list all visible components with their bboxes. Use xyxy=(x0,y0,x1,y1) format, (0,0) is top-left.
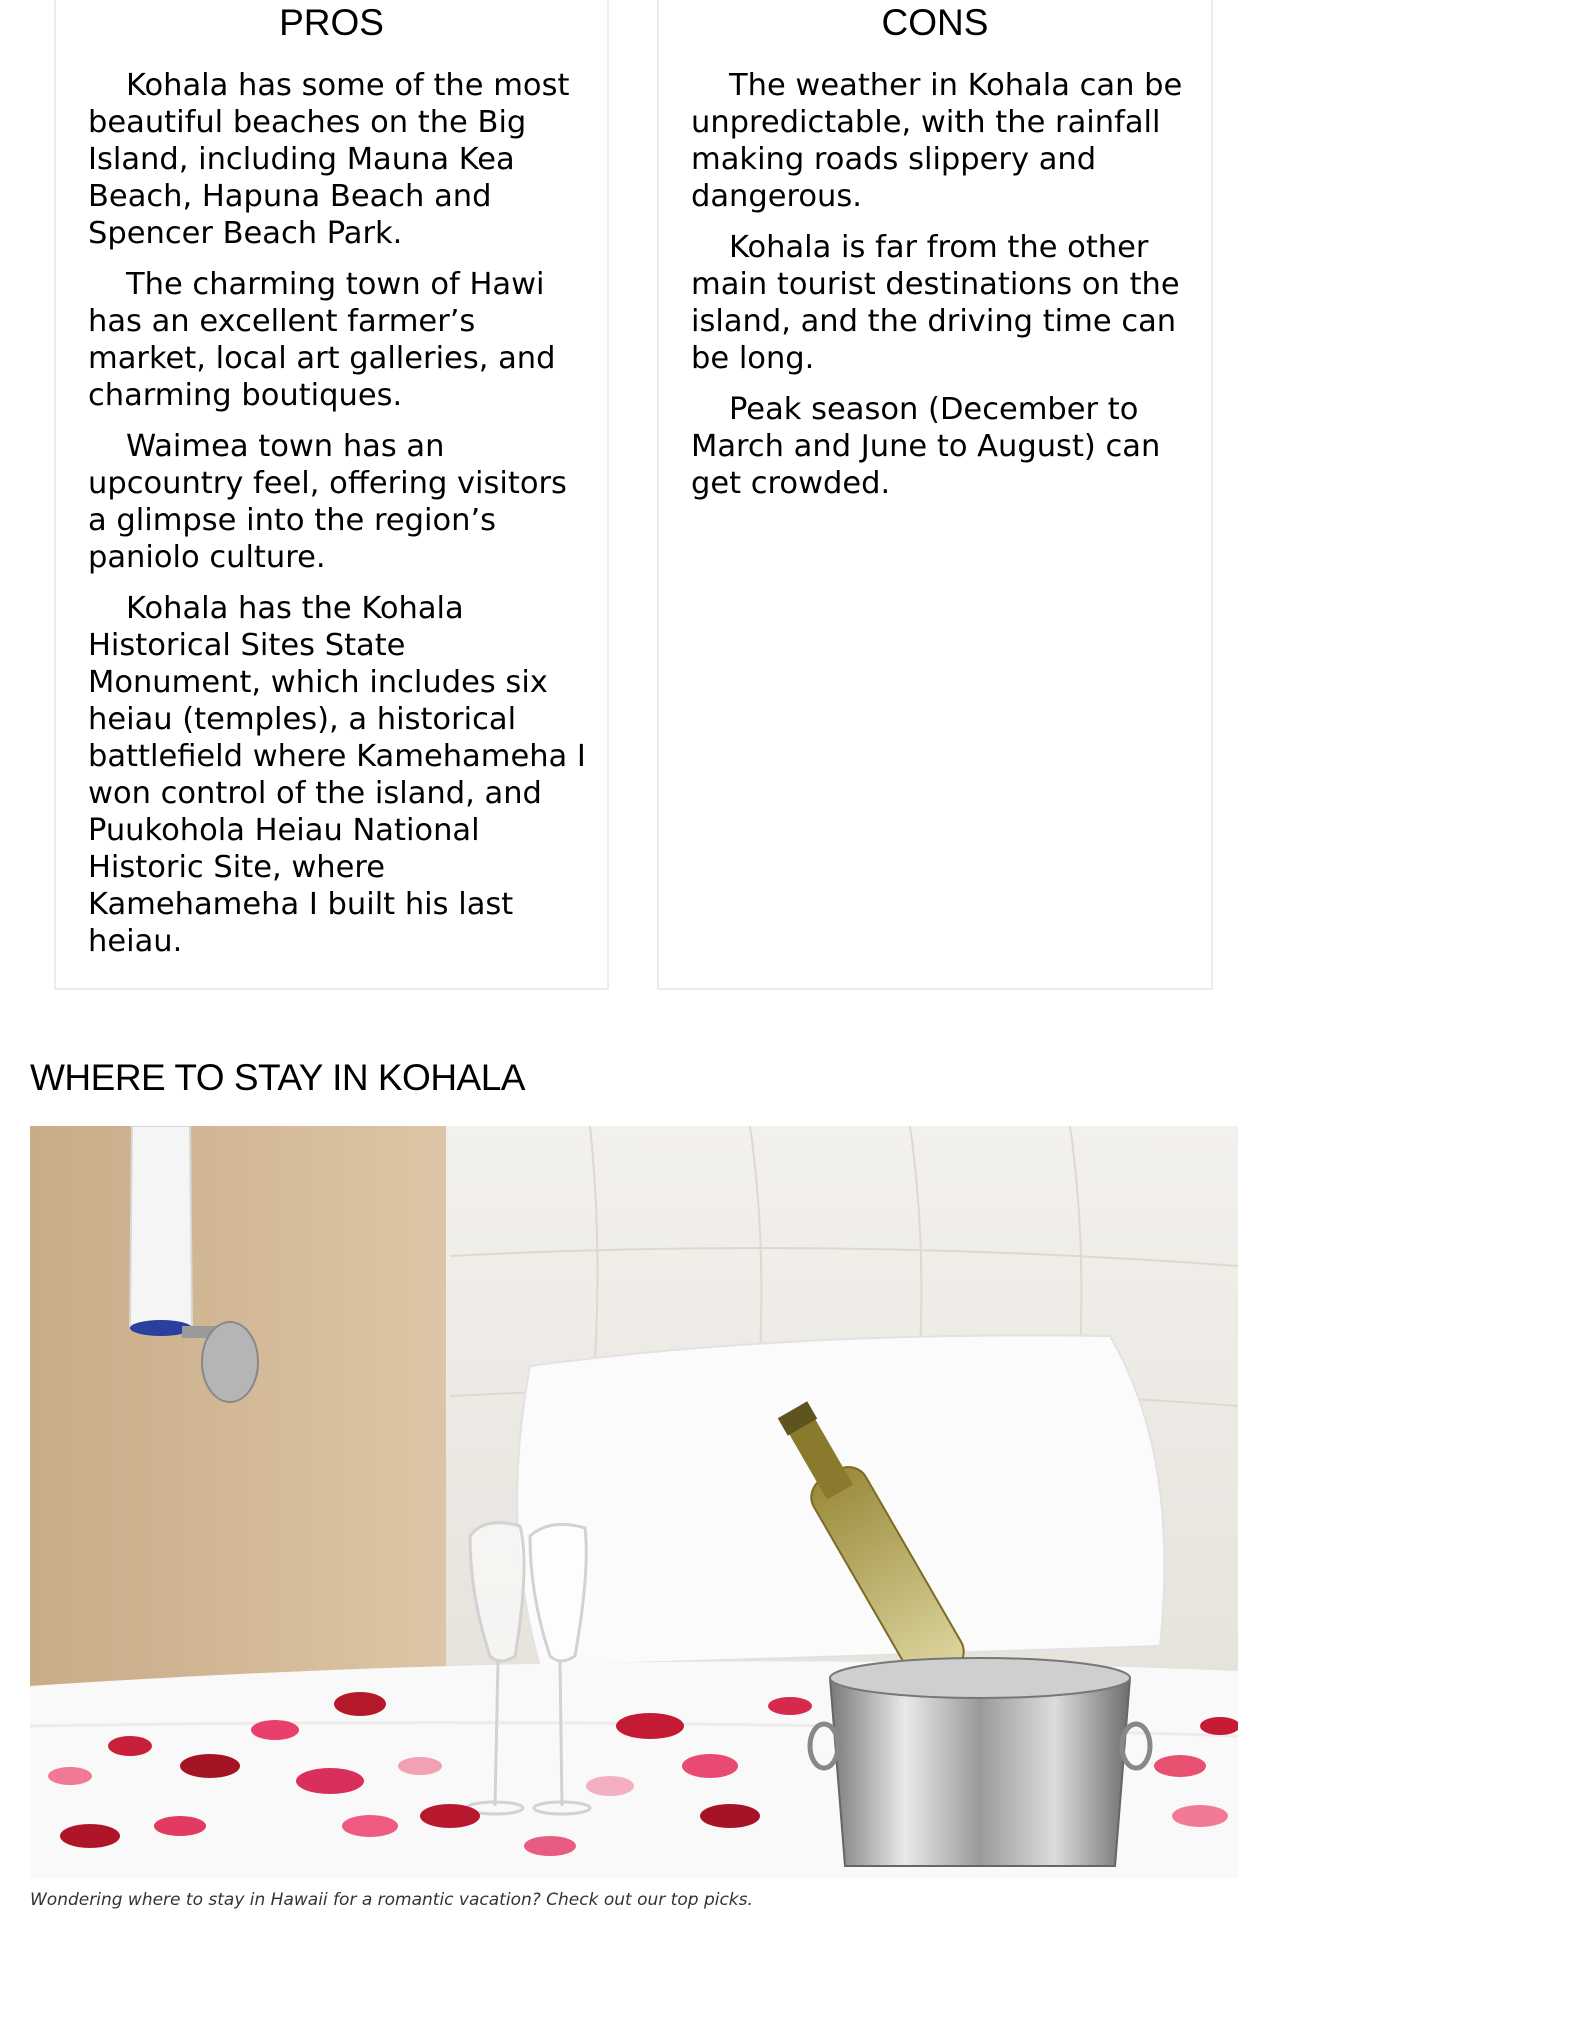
photo-caption: Wondering where to stay in Hawaii for a romantic vacation? Check out our top picks. xyxy=(30,1890,753,1910)
pros-panel xyxy=(54,0,609,990)
hotel-room-photo xyxy=(30,1126,1238,1878)
cons-panel xyxy=(657,0,1213,990)
cons-title: CONS xyxy=(881,2,989,43)
cons-item: Kohala is far from the other main tourist destinations on the island, and the driving time can be long. xyxy=(691,230,1180,376)
pros-item: Kohala has the Kohala Historical Sites State Monument, which includes six heiau (temples), a historical battlefield where Kamehameha I won control of the island, and Puukohola Heiau National Historic Site, where Kamehameha I built his last heiau. xyxy=(88,591,586,959)
cons-list xyxy=(691,67,1191,516)
pros-item: The charming town of Hawi has an excellent farmer’s market, local art galleries, and charming boutiques. xyxy=(88,267,556,413)
section-heading: WHERE TO STAY IN KOHALA xyxy=(30,1057,525,1098)
pros-item: Waimea town has an upcountry feel, offering visitors a glimpse into the region’s paniolo culture. xyxy=(88,429,567,575)
cons-item: Peak season (December to March and June to August) can get crowded. xyxy=(691,392,1161,501)
cons-item: The weather in Kohala can be unpredictable, with the rainfall making roads slippery and dangerous. xyxy=(691,68,1183,214)
pros-title: PROS xyxy=(279,2,384,43)
pros-item: Kohala has some of the most beautiful beaches on the Big Island, including Mauna Kea Beach, Hapuna Beach and Spencer Beach Park. xyxy=(88,68,570,251)
pros-list xyxy=(88,67,587,974)
